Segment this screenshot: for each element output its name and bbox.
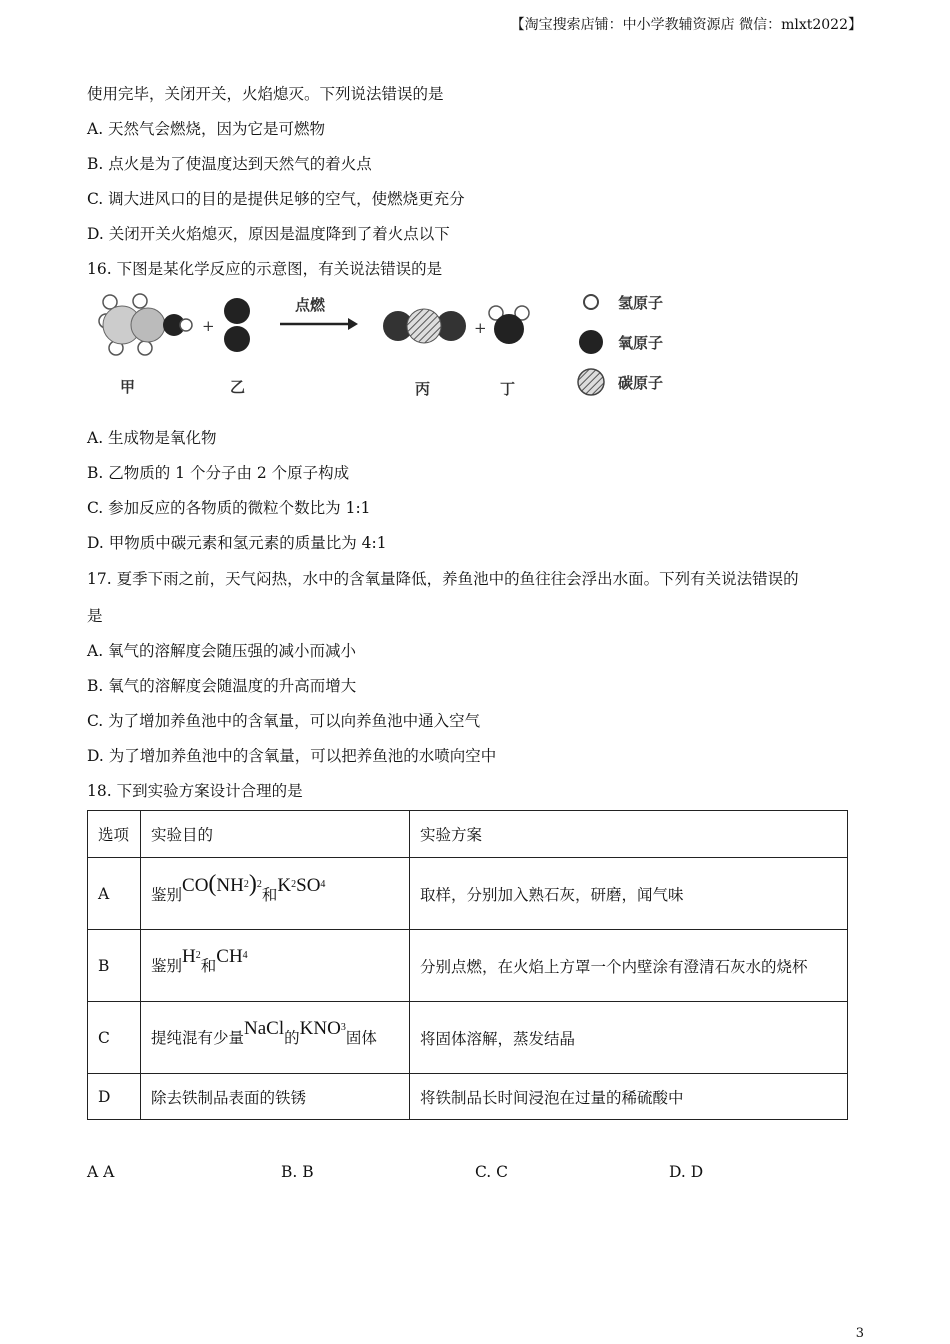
q16-option-b: B. 乙物质的 1 个分子由 2 个原子构成 — [87, 464, 350, 482]
table-row — [88, 1002, 848, 1074]
legend-hydrogen: 氢原子 — [618, 294, 664, 312]
q18-stem: 18. 下到实验方案设计合理的是 — [87, 782, 303, 800]
arrow-label: 点燃 — [295, 296, 326, 314]
q18-choice-c: C. C — [475, 1163, 509, 1181]
table-header-row — [88, 811, 848, 858]
svg-text:+: + — [474, 319, 487, 337]
legend-oxygen-icon — [579, 330, 603, 354]
label-bing: 丙 — [415, 380, 431, 398]
row-option: C — [88, 1002, 141, 1074]
row-plan: 将固体溶解，蒸发结晶 — [410, 1002, 848, 1074]
label-ding: 丁 — [500, 380, 516, 398]
q16-option-c: C. 参加反应的各物质的微粒个数比为 1:1 — [87, 499, 371, 517]
legend-hydrogen-icon — [584, 295, 598, 309]
label-jia: 甲 — [120, 378, 136, 396]
q15-option-b: B. 点火是为了使温度达到天然气的着火点 — [87, 155, 372, 173]
q15-option-c: C. 调大进风口的目的是提供足够的空气，使燃烧更充分 — [87, 190, 465, 208]
q17-option-b: B. 氧气的溶解度会随温度的升高而增大 — [87, 677, 357, 695]
legend-carbon-icon — [578, 369, 604, 395]
q17-stem-line1: 17. 夏季下雨之前，天气闷热，水中的含氧量降低，养鱼池中的鱼往往会浮出水面。下列有关说法错误的 — [87, 570, 799, 588]
row-goal: 除去铁制品表面的铁锈 — [141, 1074, 410, 1120]
row-plan: 分别点燃，在火焰上方罩一个内壁涂有澄清石灰水的烧杯 — [410, 930, 848, 1002]
svg-text:+: + — [202, 317, 215, 335]
molecule-jia — [99, 294, 192, 355]
q15-option-d: D. 关闭开关火焰熄灭，原因是温度降到了着火点以下 — [87, 225, 450, 243]
row-option: A — [88, 858, 141, 930]
q17-option-c: C. 为了增加养鱼池中的含氧量，可以向养鱼池中通入空气 — [87, 712, 481, 730]
q17-option-a: A. 氧气的溶解度会随压强的减小而减小 — [87, 642, 357, 660]
header-option: 选项 — [88, 811, 141, 858]
q15-stem: 使用完毕，关闭开关，火焰熄灭。下列说法错误的是 — [87, 85, 444, 103]
page-header: 【淘宝搜索店铺：中小学教辅资源店 微信：mlxt2022】 — [510, 17, 862, 33]
molecule-bing — [383, 309, 466, 343]
q15-option-a: A. 天然气会燃烧，因为它是可燃物 — [87, 120, 326, 138]
legend-carbon: 碳原子 — [618, 374, 664, 392]
molecule-yi — [224, 298, 250, 352]
legend-oxygen: 氧原子 — [618, 334, 664, 352]
q17-stem-line2: 是 — [87, 607, 103, 625]
row-plan: 取样，分别加入熟石灰，研磨，闻气味 — [410, 858, 848, 930]
q18-choice-d: D. D — [669, 1163, 704, 1181]
row-goal: 鉴别$CO(NH_2)_2$和$K_2SO_4$ — [141, 858, 410, 930]
row-option: D — [88, 1074, 141, 1120]
q16-option-d: D. 甲物质中碳元素和氢元素的质量比为 4:1 — [87, 534, 387, 552]
q16-option-a: A. 生成物是氧化物 — [87, 429, 217, 447]
row-option: B — [88, 930, 141, 1002]
reaction-diagram — [90, 288, 680, 406]
header-plan: 实验方案 — [410, 811, 848, 858]
q18-table — [87, 810, 848, 1120]
row-goal: 鉴别$H_2$和$CH_4$ — [141, 930, 410, 1002]
q17-option-d: D. 为了增加养鱼池中的含氧量，可以把养鱼池的水喷向空中 — [87, 747, 497, 765]
q16-stem: 16. 下图是某化学反应的示意图，有关说法错误的是 — [87, 260, 443, 278]
page-number: 3 — [855, 1326, 864, 1341]
q18-choice-b: B. B — [281, 1163, 314, 1181]
row-goal: 提纯混有少量NaCl的$KNO_3$固体 — [141, 1002, 410, 1074]
header-goal: 实验目的 — [141, 811, 410, 858]
table-row — [88, 858, 848, 930]
table-row — [88, 1074, 848, 1120]
label-yi: 乙 — [230, 378, 246, 396]
q18-choice-a: A A — [87, 1163, 115, 1181]
row-plan: 将铁制品长时间浸泡在过量的稀硫酸中 — [410, 1074, 848, 1120]
molecule-ding — [489, 306, 529, 344]
table-row — [88, 930, 848, 1002]
